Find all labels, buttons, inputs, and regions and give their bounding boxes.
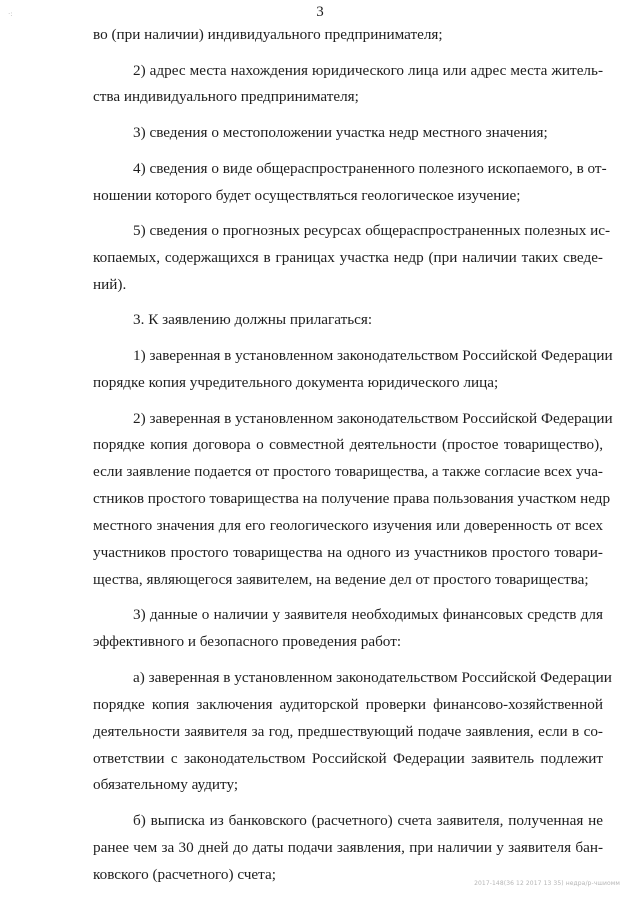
text-line: 5) сведения о прогнозных ресурсах общераспространенных полезных ис- — [133, 222, 611, 240]
text-line: щества, являющегося заявителем, на ведение дел от простого товарищества; — [93, 570, 589, 588]
text-line: во (при наличии) индивидуального предпринимателя; — [93, 26, 443, 43]
paragraph — [93, 307, 603, 334]
text-line: ношении которого будет осуществляться геологическое изучение; — [93, 186, 521, 204]
footer-stamp: 2017-148(36 12 2017 13 35) недра/р-чшиомм — [474, 880, 620, 887]
text-line: местного значения для его геологического изучения или доверенность от всех — [93, 517, 603, 535]
text-line: деятельности заявителя за год, предшествующий подаче заявления, если в со- — [93, 722, 603, 740]
paragraph — [93, 218, 611, 299]
paragraph-gap — [93, 299, 603, 308]
text-line: 3) сведения о местоположении участка недр местного значения; — [133, 124, 548, 142]
text-line: порядке копия договора о совместной деятельности (простое товарищество), — [93, 436, 603, 454]
text-line: ковского (расчетного) счета; — [93, 865, 276, 883]
paragraph — [93, 665, 612, 799]
text-line: 3) данные о наличии у заявителя необходимых финансовых средств для — [133, 606, 603, 624]
text-line: 1) заверенная в установленном законодательством Российской Федерации — [133, 347, 613, 365]
paragraph-gap — [93, 334, 603, 343]
text-line: 2) адрес места нахождения юридического лица или адрес места житель- — [133, 61, 603, 79]
paragraph — [93, 602, 603, 656]
text-line: б) выписка из банковского (расчетного) счета заявителя, полученная не — [133, 812, 603, 830]
paragraph — [93, 120, 603, 147]
paragraph — [93, 406, 613, 594]
paragraph — [93, 156, 607, 210]
paragraph-gap — [93, 49, 603, 58]
corner-scan-mark: ·: — [8, 10, 13, 18]
paragraph — [93, 22, 603, 49]
text-line: участников простого товарищества на одного из участников простого товари- — [93, 543, 603, 561]
paragraph — [93, 58, 603, 112]
paragraph-gap — [93, 209, 603, 218]
page-number: 3 — [316, 4, 324, 20]
text-line: ранее чем за 30 дней до даты подачи заявления, при наличии у заявителя бан- — [93, 838, 603, 856]
paragraph — [93, 808, 603, 889]
text-line: если заявление подается от простого товарищества, а также согласие всех уча- — [93, 463, 603, 481]
document-body — [93, 22, 613, 889]
text-line: копаемых, содержащихся в границах участка недр (при наличии таких сведе- — [93, 248, 603, 266]
text-line: 3. К заявлению должны прилагаться: — [133, 311, 373, 329]
text-line: ний). — [93, 275, 127, 293]
text-line: а) заверенная в установленном законодательством Российской Федерации — [133, 668, 612, 686]
text-line: 2) заверенная в установленном законодательством Российской Федерации — [133, 409, 613, 427]
paragraph-gap — [93, 594, 603, 603]
paragraph-gap — [93, 799, 603, 808]
text-line: стников простого товарищества на получение права пользования участком недр — [93, 490, 611, 508]
text-line: эффективного и безопасного проведения работ: — [93, 633, 402, 651]
text-line: ства индивидуального предпринимателя; — [93, 88, 359, 106]
text-line: обязательному аудиту; — [93, 776, 239, 794]
paragraph-gap — [93, 147, 603, 156]
text-line: порядке копия учредительного документа юридического лица; — [93, 373, 499, 391]
text-line: 4) сведения о виде общераспространенного полезного ископаемого, в от- — [133, 159, 607, 177]
paragraph-gap — [93, 656, 603, 665]
paragraph — [93, 343, 613, 397]
text-line: ответствии с законодательством Российской Федерации заявитель подлежит — [93, 749, 603, 767]
text-line: порядке копия заключения аудиторской проверки финансово-хозяйственной — [93, 695, 603, 713]
paragraph-gap — [93, 111, 603, 120]
paragraph-gap — [93, 397, 603, 406]
